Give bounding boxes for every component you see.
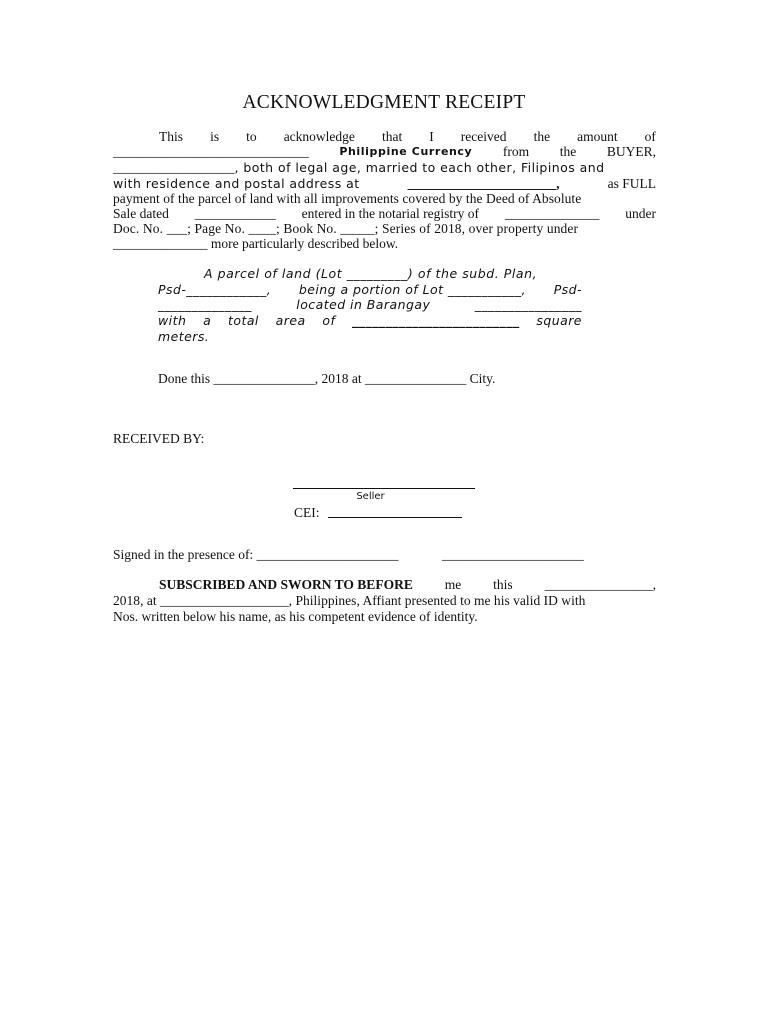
- para1-line-7: Doc. No. ___; Page No. ____; Book No. _____; Series of 2018, over property under: [113, 221, 579, 236]
- cei-label: CEI:: [294, 505, 320, 520]
- word: I: [429, 129, 434, 144]
- word: from: [502, 144, 530, 159]
- jurat-line-3: Nos. written below his name, as his competent evidence of identity.: [113, 609, 478, 624]
- word: the: [559, 144, 577, 159]
- sale-date-blank: ____________: [194, 206, 276, 221]
- cei-line: [328, 517, 462, 518]
- signed-presence-line: Signed in the presence of: _____________________: [113, 547, 399, 562]
- para1-line-1: [159, 129, 656, 145]
- para1-line-2: [113, 144, 656, 160]
- word: acknowledge: [283, 129, 355, 144]
- jurat-line-1: [159, 577, 656, 593]
- parcel-line-1: A parcel of land (Lot _________) of the subd. Plan,: [204, 266, 538, 281]
- word: to: [246, 129, 257, 144]
- full-payment-label: as FULL: [607, 176, 656, 191]
- word: received: [460, 129, 507, 144]
- parcel-line-2: [158, 282, 582, 298]
- received-by-label: RECEIVED BY:: [113, 431, 205, 446]
- word: this: [493, 577, 513, 592]
- parcel-line-3: [158, 297, 582, 313]
- word: a: [203, 313, 212, 328]
- buyer-description: , both of legal age, married to each other, Filipinos and: [234, 160, 605, 175]
- done-line: Done this _______________, 2018 at _______________ City.: [158, 371, 496, 386]
- para1-line-5: payment of the parcel of land with all improvements covered by the Deed of Absolute: [113, 191, 582, 206]
- parcel-line-4: [158, 313, 582, 329]
- notarial-registry-label: entered in the notarial registry of: [301, 206, 479, 221]
- currency-label: Philippine Currency: [339, 145, 473, 158]
- address-blank: ______________________,: [407, 176, 560, 191]
- word: BUYER,: [606, 144, 656, 159]
- word: with: [158, 313, 187, 328]
- sale-dated-label: Sale dated: [113, 206, 169, 221]
- word: square: [536, 313, 582, 328]
- psd-blank-2: ______________: [158, 297, 252, 312]
- para1-line-4: [113, 176, 656, 192]
- jurat-line-2: 2018, at ___________________, Philippines, Affiant presented to me his valid ID with: [113, 593, 586, 608]
- psd-blank: Psd-____________,: [158, 282, 272, 297]
- seller-label: Seller: [356, 491, 385, 502]
- parcel-line-5: meters.: [158, 329, 210, 344]
- word: of: [644, 129, 656, 144]
- under-label: under: [625, 206, 656, 221]
- psd-label: Psd-: [553, 282, 582, 297]
- buyer-blank: __________________: [113, 160, 235, 175]
- word: me: [444, 577, 462, 592]
- barangay-blank: ________________: [474, 297, 582, 312]
- amount-blank: _____________________________: [113, 144, 309, 159]
- word: area: [275, 313, 306, 328]
- word: the: [533, 129, 551, 144]
- document-title: ACKNOWLEDGMENT RECEIPT: [242, 92, 526, 113]
- word: is: [210, 129, 220, 144]
- address-label: with residence and postal address at: [113, 176, 360, 191]
- jurat-date-blank: ________________,: [544, 577, 656, 592]
- area-blank: _________________________: [352, 313, 520, 328]
- jurat-heading: SUBSCRIBED AND SWORN TO BEFORE: [159, 577, 413, 592]
- para1-line-8: ______________ more particularly described below.: [113, 236, 399, 251]
- para1-line-3: [113, 160, 656, 176]
- witness-2-blank: _____________________: [442, 547, 584, 562]
- word: that: [381, 129, 403, 144]
- para1-line-6: [113, 206, 656, 222]
- word: This: [159, 129, 184, 144]
- seller-signature-line: [293, 488, 475, 489]
- word: of: [322, 313, 336, 328]
- word: amount: [577, 129, 618, 144]
- barangay-label: located in Barangay: [296, 297, 431, 312]
- registry-blank: ______________: [504, 206, 600, 221]
- word: total: [228, 313, 259, 328]
- lot-portion: being a portion of Lot ___________,: [298, 282, 526, 297]
